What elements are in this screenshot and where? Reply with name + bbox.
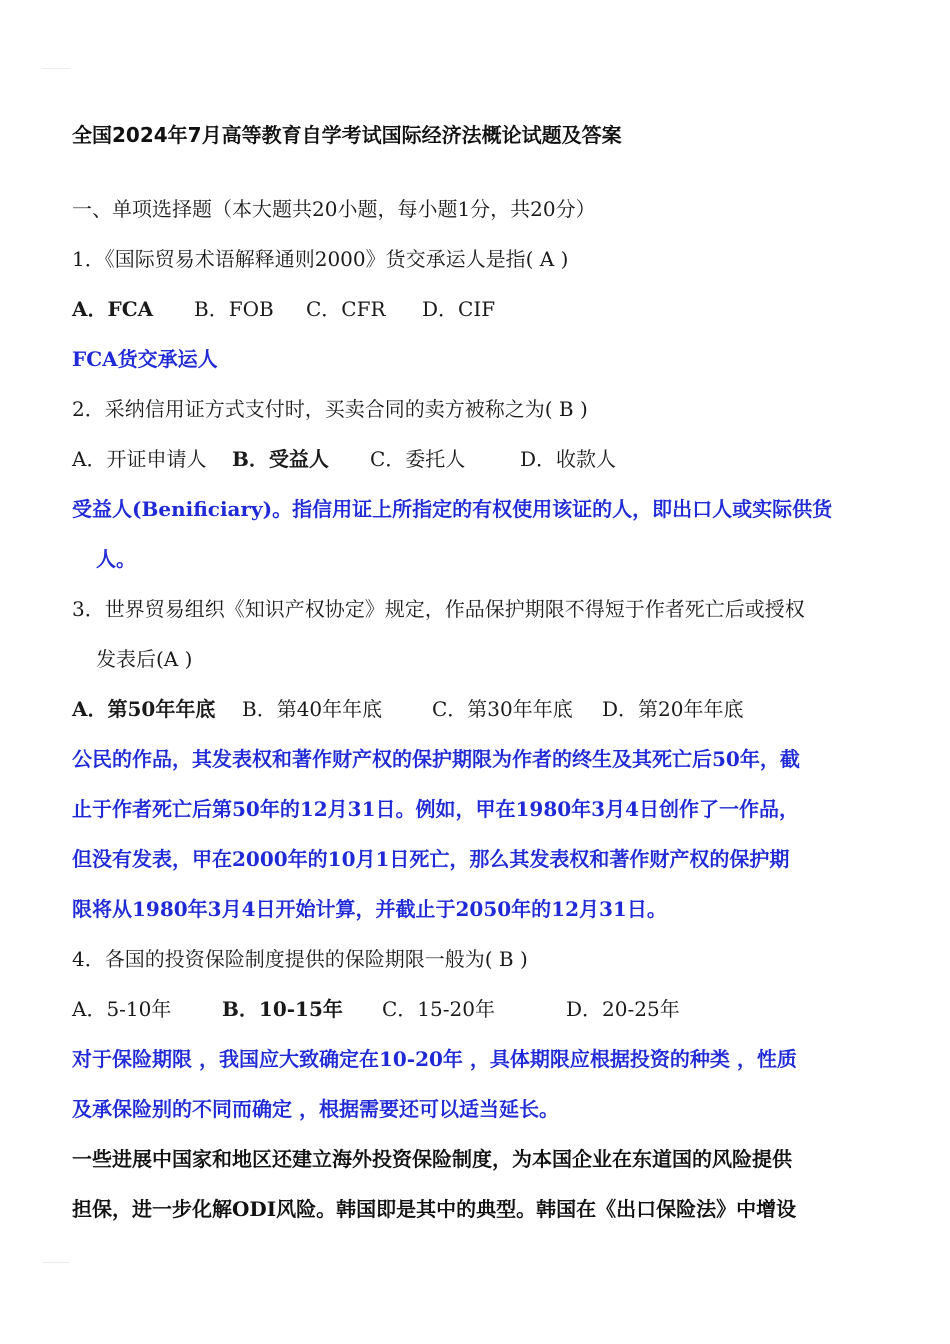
q2-option-d: D．收款人	[520, 447, 617, 471]
q3-option-b: B．第40年年底	[242, 697, 383, 721]
question-1-options	[72, 284, 887, 334]
q2-option-c: C．委托人	[370, 447, 466, 471]
page-title: 全国2024年7月高等教育自学考试国际经济法概论试题及答案	[72, 123, 622, 147]
question-3-note-4: 限将从1980年3月4日开始计算，并截止于2050年的12月31日。	[72, 897, 667, 921]
question-3-note-3: 但没有发表，甲在2000年的10月1日死亡，那么其发表权和著作财产权的保护期	[72, 847, 790, 871]
question-2-options	[72, 434, 887, 484]
q2-option-b: B．受益人	[232, 447, 329, 471]
q4-option-b: B．10-15年	[222, 997, 343, 1021]
q1-option-b: B．FOB	[194, 297, 274, 321]
question-4-options	[72, 984, 887, 1034]
q2-option-a: A．开证申请人	[72, 447, 207, 471]
question-3-note-2: 止于作者死亡后第50年的12月31日。例如，甲在1980年3月4日创作了一作品，	[72, 797, 799, 821]
question-3-note: 公民的作品，其发表权和著作财产权的保护期限为作者的终生及其死亡后50年，截	[72, 747, 800, 771]
q1-option-d: D．CIF	[422, 297, 496, 321]
corner-mark	[42, 1262, 70, 1263]
question-1-stem: 1．《国际贸易术语解释通则2000》货交承运人是指( A )	[72, 247, 569, 271]
question-4-note: 对于保险期限 ，我国应大致确定在10-20年 ，具体期限应根据投资的种类 ，性质	[72, 1047, 797, 1071]
question-1-note: FCA货交承运人	[72, 347, 218, 371]
question-2-note-cont: 人。	[96, 547, 136, 571]
paragraph-line-2: 担保，进一步化解ODI风险。韩国即是其中的典型。韩国在《出口保险法》中增设	[72, 1197, 797, 1221]
corner-mark	[42, 68, 70, 69]
paragraph-line-1: 一些进展中国家和地区还建立海外投资保险制度，为本国企业在东道国的风险提供	[72, 1147, 792, 1171]
q4-option-c: C．15-20年	[382, 997, 495, 1021]
question-3-options	[72, 684, 887, 734]
question-2-stem: 2．采纳信用证方式支付时，买卖合同的卖方被称之为( B )	[72, 397, 588, 421]
question-3-stem-cont: 发表后(A )	[96, 647, 193, 671]
question-2-note: 受益人(Benificiary)。指信用证上所指定的有权使用该证的人，即出口人或实际供货	[72, 497, 833, 521]
q4-option-d: D．20-25年	[566, 997, 680, 1021]
q1-option-c: C．CFR	[306, 297, 386, 321]
q4-option-a: A．5-10年	[72, 997, 172, 1021]
q1-option-a: A．FCA	[72, 297, 154, 321]
question-4-note-2: 及承保险别的不同而确定 ，根据需要还可以适当延长。	[72, 1097, 559, 1121]
q3-option-c: C．第30年年底	[432, 697, 573, 721]
q3-option-a: A．第50年年底	[72, 697, 216, 721]
question-3-stem: 3．世界贸易组织《知识产权协定》规定，作品保护期限不得短于作者死亡后或授权	[72, 597, 805, 621]
question-4-stem: 4．各国的投资保险制度提供的保险期限一般为( B )	[72, 947, 528, 971]
q3-option-d: D．第20年年底	[602, 697, 744, 721]
section-heading: 一、单项选择题（本大题共20小题，每小题1分，共20分）	[72, 197, 596, 221]
